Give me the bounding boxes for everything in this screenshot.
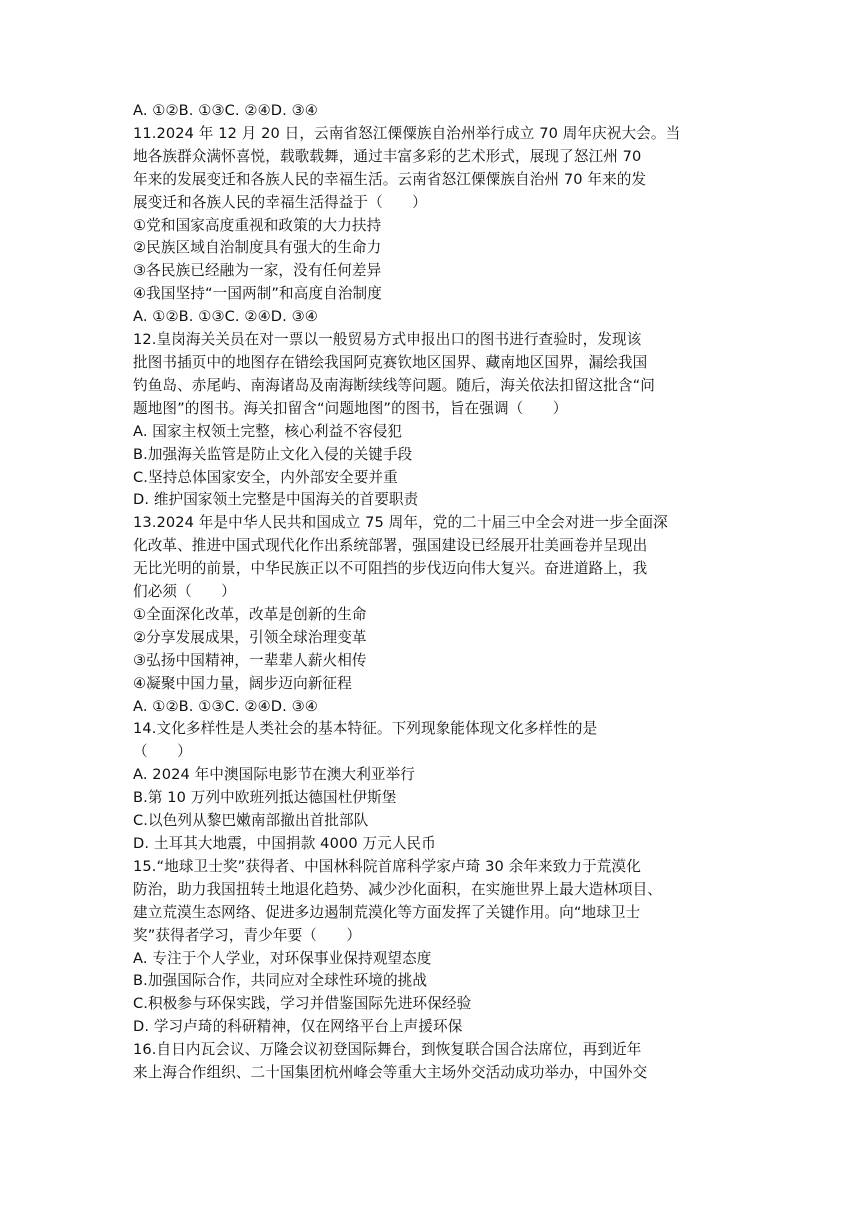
question-15: [133, 856, 738, 1039]
question-11: [133, 123, 738, 329]
question-13: [133, 512, 738, 718]
q12-stem-line: 钓鱼岛、赤尾屿、南海诸岛及南海断续线等问题。随后，海关依法扣留这批含“问: [133, 376, 655, 394]
q12-choice-d: D. 维护国家领土完整是中国海关的首要职责: [133, 491, 419, 509]
q15-stem-line: 奖”获得者学习，青少年要（ ）: [133, 926, 362, 944]
q11-stem-line: 地各族群众满怀喜悦，载歌载舞，通过丰富多彩的艺术形式，展现了怒江州 70: [133, 147, 642, 165]
q14-choice-a: A. 2024 年中澳国际电影节在澳大利亚举行: [133, 766, 415, 784]
question-14: [133, 718, 738, 855]
q12-stem-line: 12.皇岗海关关员在对一票以一般贸易方式申报出口的图书进行查验时，发现该: [133, 331, 642, 349]
q13-item: ③弘扬中国精神，一辈辈人薪火相传: [133, 651, 367, 669]
q11-stem-line: 展变迁和各族人民的幸福生活得益于（ ）: [133, 193, 427, 211]
q15-choice-d: D. 学习卢琦的科研精神，仅在网络平台上声援环保: [133, 1018, 463, 1036]
q11-stem-line: 11.2024 年 12 月 20 日，云南省怒江傈僳族自治州举行成立 70 周年庆祝大会。当: [133, 124, 681, 142]
q15-choice-c: C.积极参与环保实践，学习并借鉴国际先进环保经验: [133, 995, 472, 1013]
q16-stem-line: 来上海合作组织、二十国集团杭州峰会等重大主场外交活动成功举办，中国外交: [133, 1064, 648, 1082]
q12-stem-line: 题地图”的图书。海关扣留含“问题地图”的图书，旨在强调（ ）: [133, 399, 568, 417]
q13-item: ①全面深化改革，改革是创新的生命: [133, 605, 367, 623]
q12-choice-b: B.加强海关监管是防止文化入侵的关键手段: [133, 445, 413, 463]
q14-stem-line: （ ）: [133, 743, 192, 761]
q10-options: A. ①②B. ①③C. ②④D. ③④: [133, 102, 318, 119]
q12-stem-line: 批图书插页中的地图存在错绘我国阿克赛钦地区国界、藏南地区国界，漏绘我国: [133, 353, 648, 371]
page-content: [133, 100, 738, 1085]
q13-stem-line: 13.2024 年是中华人民共和国成立 75 周年，党的二十届三中全会对进一步全面深: [133, 514, 668, 532]
question-12: [133, 329, 738, 512]
q11-options: A. ①②B. ①③C. ②④D. ③④: [133, 308, 318, 326]
q11-stem-line: 年来的发展变迁和各族人民的幸福生活。云南省怒江傈僳族自治州 70 年来的发: [133, 170, 647, 188]
q14-choice-d: D. 土耳其大地震，中国捐款 4000 万元人民币: [133, 835, 436, 852]
q11-item: ③各民族已经融为一家，没有任何差异: [133, 262, 382, 280]
q14-choice-b: B.第 10 万列中欧班列抵达德国杜伊斯堡: [133, 789, 397, 807]
q16-stem-line: 16.自日内瓦会议、万隆会议初登国际舞台，到恢复联合国合法席位，再到近年: [133, 1041, 642, 1059]
q11-item: ①党和国家高度重视和政策的大力扶持: [133, 216, 382, 234]
q11-item: ②民族区域自治制度具有强大的生命力: [133, 239, 382, 257]
q15-stem-line: 防治，助力我国扭转土地退化趋势、减少沙化面积，在实施世界上最大造林项目、: [133, 880, 662, 898]
q15-stem-line: 15.“地球卫士奖”获得者、中国林科院首席科学家卢琦 30 余年来致力于荒漠化: [133, 857, 641, 875]
q14-choice-c: C.以色列从黎巴嫩南部撤出首批部队: [133, 812, 369, 830]
q13-options: A. ①②B. ①③C. ②④D. ③④: [133, 697, 318, 715]
q13-stem-line: 们必须（ ）: [133, 583, 236, 601]
q13-item: ④凝聚中国力量，阔步迈向新征程: [133, 674, 352, 692]
q15-stem-line: 建立荒漠生态网络、促进多边遏制荒漠化等方面发挥了关键作用。向“地球卫士: [133, 903, 641, 921]
q13-stem-line: 化改革、推进中国式现代化作出系统部署，强国建设已经展开壮美画卷并呈现出: [133, 537, 648, 555]
question-16: [133, 1039, 738, 1085]
q15-choice-a: A. 专注于个人学业，对环保事业保持观望态度: [133, 949, 432, 967]
q12-choice-a: A. 国家主权领土完整，核心利益不容侵犯: [133, 422, 403, 440]
q15-choice-b: B.加强国际合作，共同应对全球性环境的挑战: [133, 972, 428, 990]
q13-item: ②分享发展成果，引领全球治理变革: [133, 628, 367, 646]
q14-stem-line: 14.文化多样性是人类社会的基本特征。下列现象能体现文化多样性的是: [133, 720, 598, 738]
q13-stem-line: 无比光明的前景，中华民族正以不可阻挡的步伐迈向伟大复兴。奋进道路上，我: [133, 560, 648, 578]
q12-choice-c: C.坚持总体国家安全，内外部安全要并重: [133, 468, 398, 486]
q11-item: ④我国坚持“一国两制”和高度自治制度: [133, 285, 382, 303]
